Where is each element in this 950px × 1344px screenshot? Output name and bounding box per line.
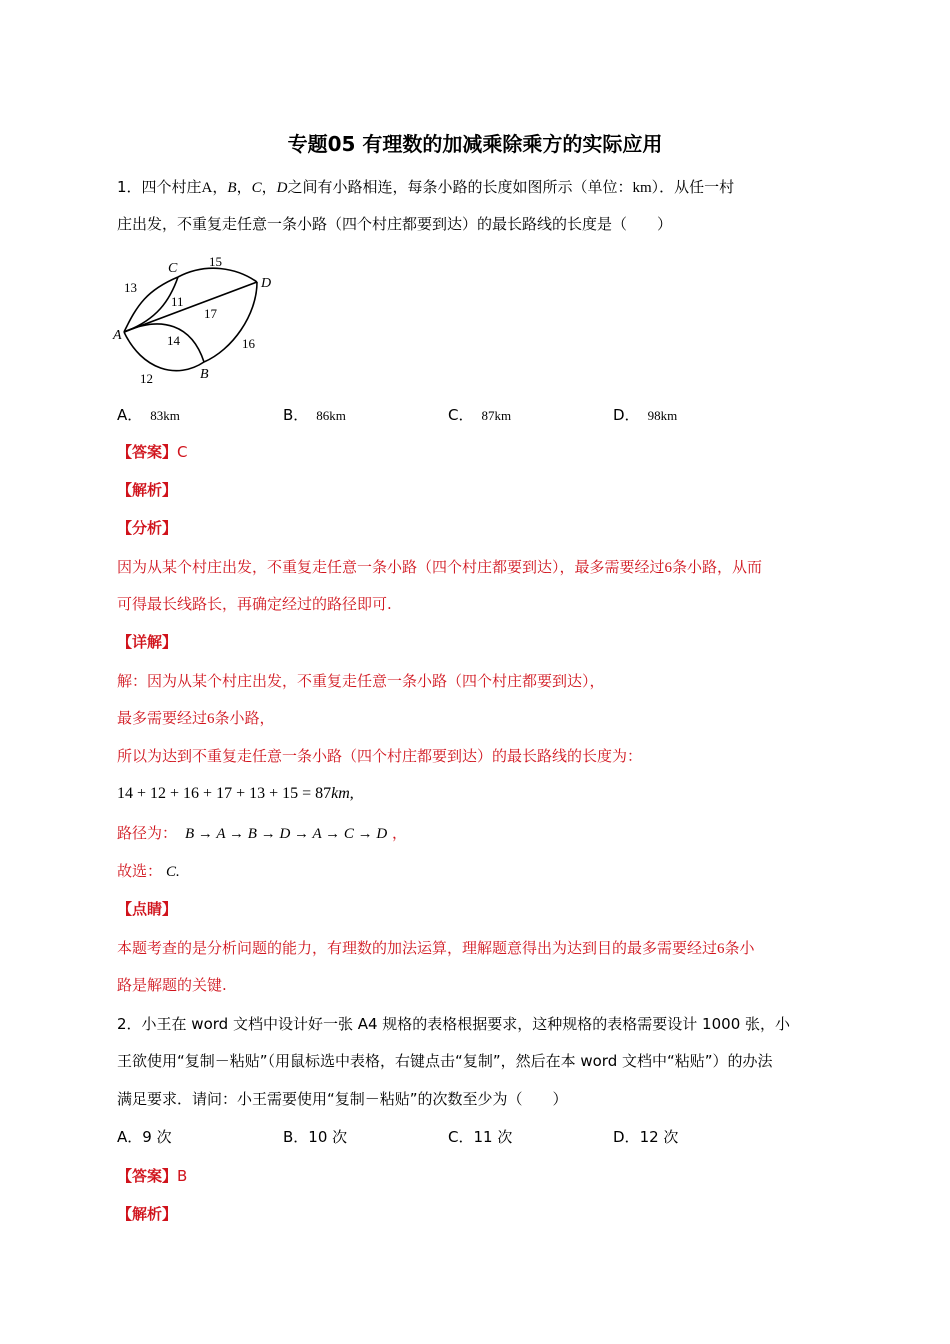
q1-xiangjie-heading: 【详解】 (117, 633, 178, 651)
page-title: 专题05 有理数的加减乘除乘方的实际应用 (287, 132, 663, 156)
edge-label-16: 16 (242, 336, 255, 351)
q2-stem-line-2: 王欲使用“复制－粘贴”（用鼠标选中表格，右键点击“复制”，然后在本 word 文档中“粘贴”）的办法 (117, 1052, 773, 1070)
separator: ， (261, 178, 277, 196)
q2-option-c[interactable] (448, 1126, 512, 1148)
q2-stem-line-3: 满足要求．请问：小王需要使用“复制－粘贴”的次数至少为（ ） (117, 1090, 568, 1108)
var-c: C (251, 180, 262, 196)
q1-dianjing-line-1 (117, 937, 837, 960)
q1-stem-text: 之间有小路相连，每条小路的长度如图所示（单位： (287, 178, 633, 196)
number-six: 6 (664, 560, 673, 576)
q1-fenxi-line-1 (117, 556, 837, 579)
q1-detail-line-2 (117, 707, 837, 730)
text-segment: 条小 (724, 939, 755, 957)
option-letter: A． (117, 1128, 143, 1146)
option-value: 87km (481, 408, 512, 423)
edge-label-12: 12 (140, 371, 153, 386)
label-a: A (113, 328, 122, 343)
q1-stem-line-1 (117, 176, 837, 199)
option-letter: A． (117, 406, 143, 424)
text-segment: 因为从某个村庄出发，不重复走任意一条小路（四个村庄都要到达），最多需要经过 (117, 558, 665, 576)
label-c: C (168, 261, 178, 276)
option-letter: D． (613, 1128, 640, 1146)
text-segment: 故选： (117, 862, 163, 880)
answer-label: 【答案】 (117, 443, 178, 461)
q2-option-a[interactable] (117, 1126, 172, 1148)
option-value: 11 次 (473, 1128, 513, 1146)
q1-stem-text: 1．四个村庄 (117, 178, 202, 196)
option-value: 12 次 (639, 1128, 679, 1146)
separator: ， (212, 178, 228, 196)
q1-stem-line-2: 庄出发，不重复走任意一条小路（四个村庄都要到达）的最长路线的长度是（ ） (117, 215, 673, 233)
label-d: D (261, 276, 272, 291)
equation-end: , (349, 785, 354, 802)
text-segment: 条小路， (214, 709, 275, 727)
q1-detail-line-1: 解：因为从某个村庄出发，不重复走任意一条小路（四个村庄都要到达）， (117, 672, 605, 690)
q1-option-d[interactable] (613, 404, 677, 427)
edge-label-17: 17 (204, 306, 217, 321)
q1-dianjing-heading: 【点睛】 (117, 900, 178, 918)
option-letter: B． (283, 406, 309, 424)
q1-option-a[interactable] (117, 404, 180, 427)
chosen-option: C. (166, 864, 180, 880)
route-path: B → A → B → D → A → C → D (185, 826, 388, 842)
text-segment: 路径为： (117, 824, 178, 842)
village-road-figure (112, 250, 272, 390)
edge-label-15: 15 (209, 254, 222, 269)
q1-stem-text: ）．从任一村 (651, 178, 735, 196)
equation-text: 14 + 12 + 16 + 17 + 13 + 15 = 87 (117, 785, 332, 802)
number-six: 6 (717, 941, 725, 957)
q1-fenxi-heading: 【分析】 (117, 519, 178, 537)
edge-ab-inner (124, 324, 204, 362)
option-letter: D． (613, 406, 640, 424)
separator: ， (236, 178, 252, 196)
q2-option-b[interactable] (283, 1126, 347, 1148)
text-segment: 条小路，从而 (672, 558, 763, 576)
q2-stem-line-1: 2．小王在 word 文档中设计好一张 A4 规格的表格根据要求，这种规格的表格需要设计 1000 张，小 (117, 1015, 791, 1033)
option-letter: C． (448, 406, 474, 424)
q1-fenxi-line-2: 可得最长线路长，再确定经过的路径即可. (117, 595, 392, 613)
answer-value: B (177, 1167, 188, 1185)
q1-detail-line-3: 所以为达到不重复走任意一条小路（四个村庄都要到达）的最长路线的长度为： (117, 747, 643, 765)
edge-label-14: 14 (167, 333, 180, 348)
option-value: 9 次 (142, 1128, 172, 1146)
number-six: 6 (207, 711, 215, 727)
var-d: D (276, 180, 288, 196)
option-value: 83km (150, 408, 180, 423)
var-a: A (201, 180, 213, 196)
answer-value: C (177, 443, 188, 461)
option-letter: C． (448, 1128, 474, 1146)
edge-label-13: 13 (124, 280, 137, 295)
edge-ab-outer (124, 332, 204, 371)
text-segment: 本题考查的是分析问题的能力，有理数的加法运算，理解题意得出为达到目的最多需要经过 (117, 939, 718, 957)
q1-detail-path (117, 822, 837, 845)
q1-detail-equation (117, 783, 837, 805)
unit-km: km (632, 180, 652, 196)
q1-jiexi-heading: 【解析】 (117, 481, 178, 499)
text-segment: ， (387, 824, 408, 842)
q1-answer (117, 441, 837, 463)
text-segment: 最多需要经过 (117, 709, 208, 727)
edge-label-11: 11 (171, 294, 184, 309)
q1-detail-choice (117, 860, 837, 883)
answer-label: 【答案】 (117, 1167, 178, 1185)
q1-option-b[interactable] (283, 404, 346, 427)
label-b: B (200, 367, 209, 382)
option-letter: B． (283, 1128, 309, 1146)
q1-option-c[interactable] (448, 404, 511, 427)
option-value: 86km (316, 408, 346, 423)
q2-answer (117, 1165, 837, 1187)
q2-jiexi-heading: 【解析】 (117, 1205, 178, 1223)
option-value: 10 次 (308, 1128, 348, 1146)
q2-option-d[interactable] (613, 1126, 678, 1148)
edge-ad (124, 282, 257, 332)
unit-km: km (331, 785, 350, 802)
edge-cd (178, 268, 257, 282)
option-value: 98km (647, 408, 678, 423)
var-b: B (227, 180, 237, 196)
q1-dianjing-line-2: 路是解题的关键. (117, 976, 227, 994)
